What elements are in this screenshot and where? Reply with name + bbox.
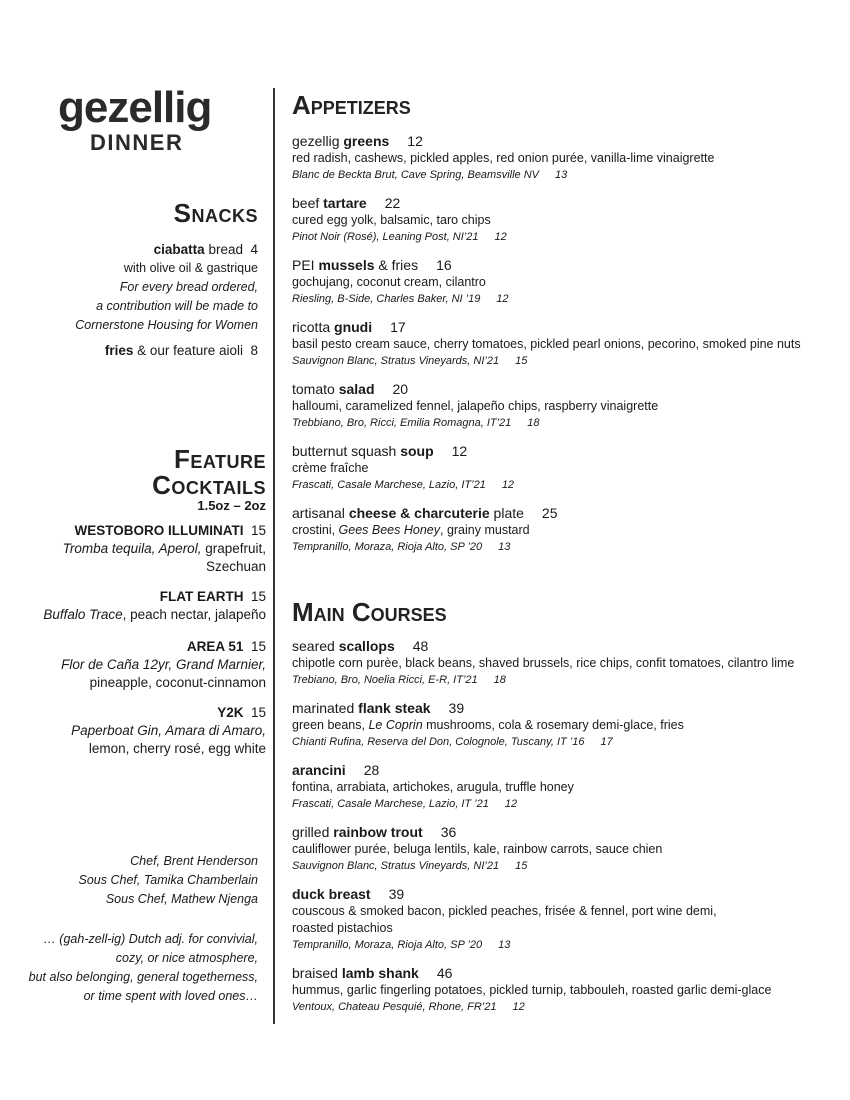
dish-item: tomato salad 20 halloumi, caramelized fennel, jalapeño chips, raspberry vinaigrette Trebbiano, Bro, Ricci, Emilia Romagna, IT’21 18 bbox=[292, 381, 659, 429]
cocktail-item: FLAT EARTH 15 Buffalo Trace, peach nectar, jalapeño bbox=[43, 589, 266, 622]
snack-ciabatta-note-2: a contribution will be made to bbox=[96, 299, 258, 313]
snack-fries: fries & our feature aioli 8 bbox=[104, 343, 258, 358]
dish-item: marinated flank steak 39 green beans, Le Coprin mushrooms, cola & rosemary demi-glace, fries Chianti Rufina, Reserva del Don, Colognole, Tuscany, IT ’16 17 bbox=[292, 700, 684, 748]
snack-ciabatta-desc: with olive oil & gastrique bbox=[123, 261, 258, 275]
snack-ciabatta-note-3: Cornerstone Housing for Women bbox=[75, 318, 258, 332]
dish-item: beef tartare 22 cured egg yolk, balsamic, taro chips Pinot Noir (Rosé), Leaning Post, NI’21 12 bbox=[292, 195, 507, 243]
appetizers-section bbox=[292, 90, 837, 556]
cocktails-heading-2: Cocktails bbox=[152, 470, 266, 500]
brand-logo bbox=[58, 83, 228, 156]
cocktails-heading-1: Feature bbox=[173, 444, 266, 474]
dish-item: artisanal cheese & charcuterie plate 25 crostini, Gees Bees Honey, grainy mustard Tempranillo, Moraza, Rioja Alto, SP ’20 13 bbox=[292, 505, 558, 553]
appetizers-heading: Appetizers bbox=[292, 90, 411, 120]
dish-item: ricotta gnudi 17 basil pesto cream sauce, cherry tomatoes, pickled pearl onions, pecorino, smoked pine nuts Sauvignon Blanc, Stratus Vineyards, NI’21 15 bbox=[292, 319, 801, 367]
dish-item: gezellig greens 12 red radish, cashews, pickled apples, red onion purée, vanilla-lime vinaigrette Blanc de Beckta Brut, Cave Spring, Beamsville NV 13 bbox=[292, 133, 715, 181]
cocktail-item: Y2K 15 Paperboat Gin, Amara di Amaro, lemon, cherry rosé, egg white bbox=[71, 705, 266, 756]
snack-ciabatta: ciabatta bread 4 bbox=[153, 242, 258, 257]
gezellig-definition: … (gah-zell-ig) Dutch adj. for convivial, cozy, or nice atmosphere, but also belonging, general togetherness, or time spent with loved ones… bbox=[28, 932, 258, 1003]
dish-item: grilled rainbow trout 36 cauliflower purée, beluga lentils, kale, rainbow carrots, sauce chien Sauvignon Blanc, Stratus Vineyards, NI’21 15 bbox=[292, 824, 663, 872]
dish-item: duck breast 39 couscous & smoked bacon, pickled peaches, frisée & fennel, port wine demi, roasted pistachios Tempranillo, Moraza, Rioja Alto, SP ’20 13 bbox=[292, 886, 717, 951]
brand-subtitle: DINNER bbox=[90, 130, 184, 155]
column-divider bbox=[273, 88, 275, 1024]
brand-name: gezellig bbox=[58, 83, 212, 132]
snack-ciabatta-note-1: For every bread ordered, bbox=[119, 280, 258, 294]
snacks-heading: Snacks bbox=[173, 198, 258, 228]
cocktails-heading bbox=[152, 446, 266, 513]
chef-credits: Chef, Brent Henderson Sous Chef, Tamika Chamberlain Sous Chef, Mathew Njenga bbox=[78, 854, 258, 906]
cocktails-list bbox=[0, 522, 266, 758]
mains-section bbox=[292, 597, 837, 1016]
snacks-list bbox=[0, 240, 266, 360]
dish-item: braised lamb shank 46 hummus, garlic fingerling potatoes, pickled turnip, tabbouleh, roasted garlic demi-glace Ventoux, Chateau Pesquié, Rhone, FR’21 12 bbox=[292, 965, 772, 1013]
cocktail-item: AREA 51 15 Flor de Caña 12yr, Grand Marnier, pineapple, coconut-cinnamon bbox=[61, 639, 266, 690]
mains-heading: Main Courses bbox=[292, 597, 447, 627]
dish-item: butternut squash soup 12 crème fraîche Frascati, Casale Marchese, Lazio, IT’21 12 bbox=[292, 443, 515, 491]
dish-item: seared scallops 48 chipotle corn purèe, black beans, shaved brussels, rice chips, confit tomatoes, cilantro lime Trebiano, Bro, Noelia Ricci, E-R, IT’21 18 bbox=[292, 638, 795, 686]
cocktails-subheading: 1.5oz – 2oz bbox=[197, 498, 266, 513]
dish-item: arancini 28 fontina, arrabiata, artichokes, arugula, truffle honey Frascati, Casale Marchese, Lazio, IT ’21 12 bbox=[292, 762, 574, 810]
dish-item: PEI mussels & fries 16 gochujang, coconut cream, cilantro Riesling, B-Side, Charles Baker, NI ’19 12 bbox=[292, 257, 509, 305]
cocktail-item: WESTOBORO ILLUMINATI 15 Tromba tequila, Aperol, grapefruit, Szechuan bbox=[62, 523, 266, 574]
